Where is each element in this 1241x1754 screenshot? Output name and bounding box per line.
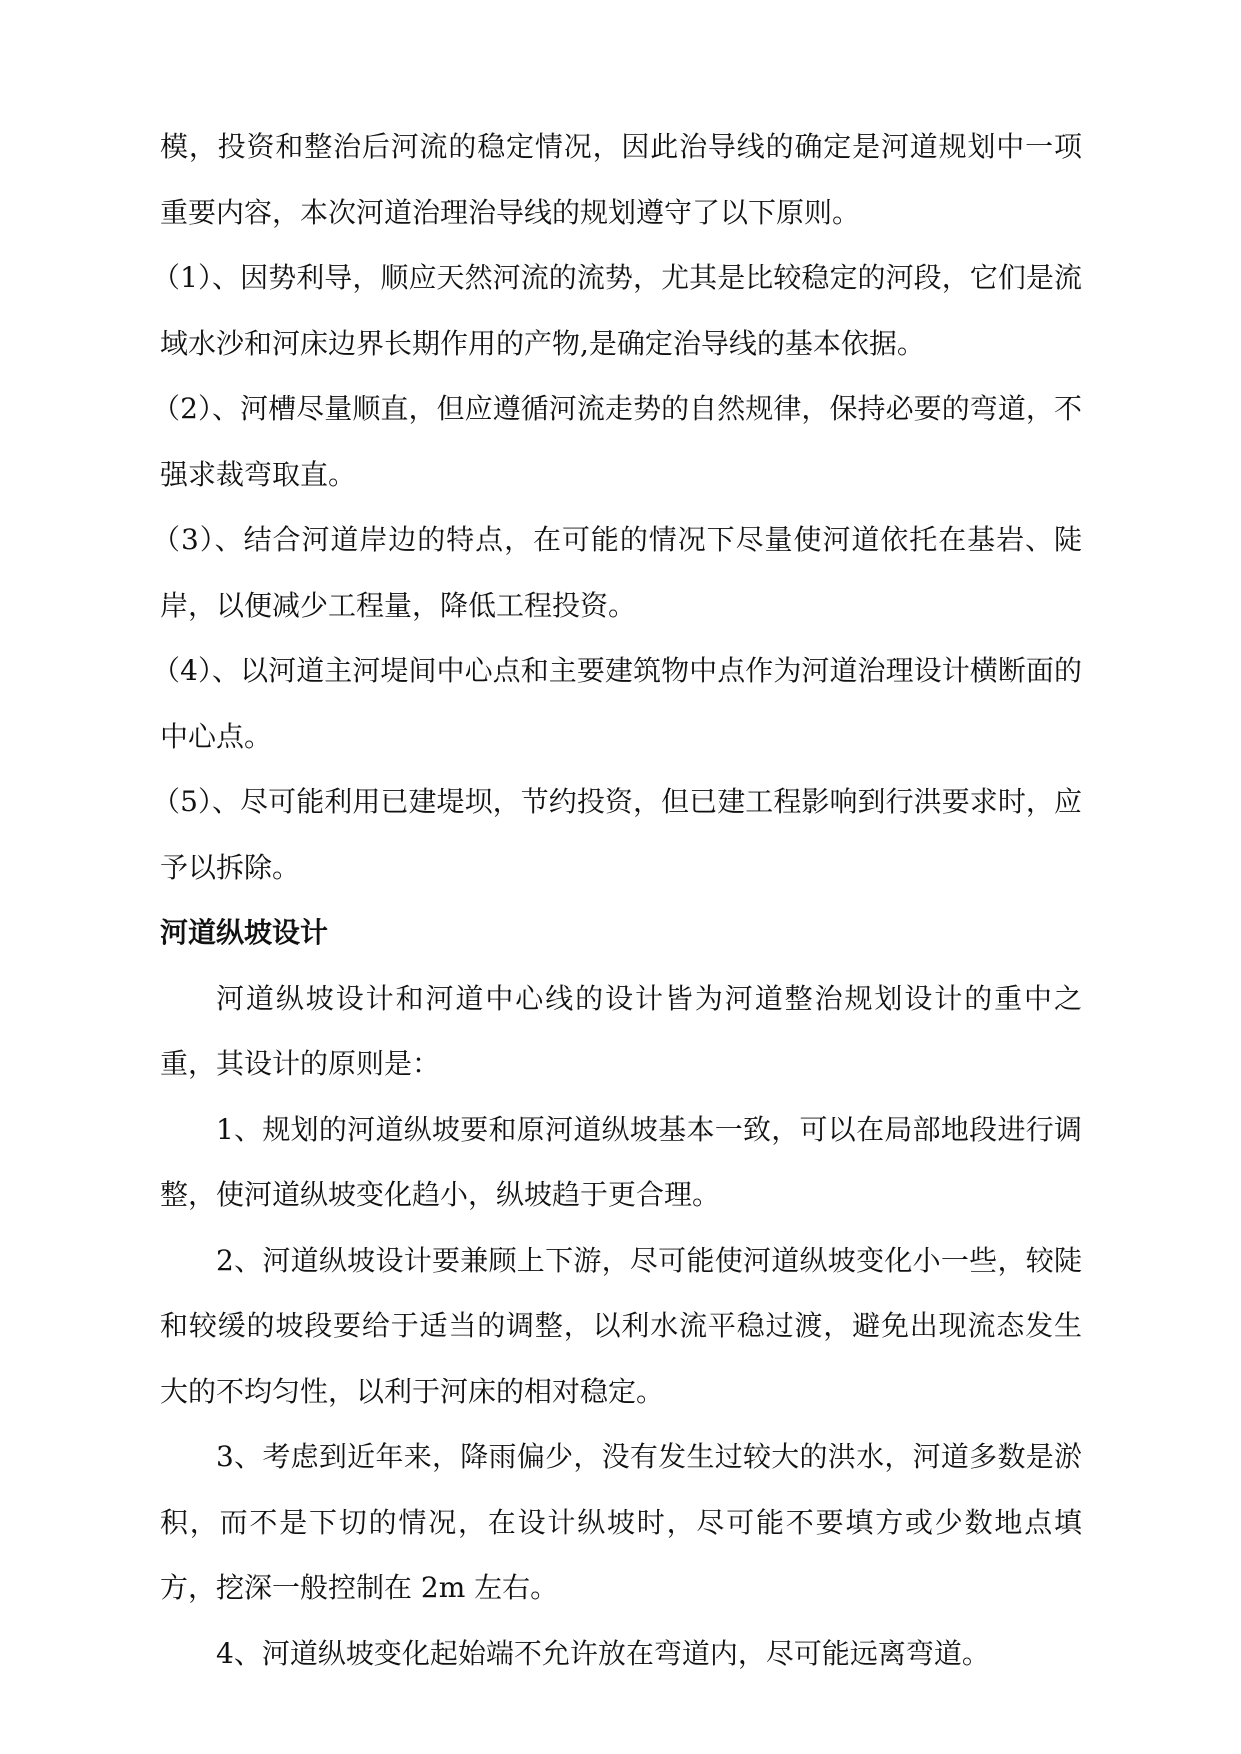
rule-item-4: 4、河道纵坡变化起始端不允许放在弯道内，尽可能远离弯道。 [216, 1636, 990, 1670]
rule-item-3: 3、考虑到近年来，降雨偏少，没有发生过较大的洪水，河道多数是淤积，而不是下切的情况，在设计纵坡时，尽可能不要填方或少数地点填方，挖深一般控制在 2m 左右。 [160, 1440, 1082, 1604]
principle-item-5: （5）、尽可能利用已建堤坝，节约投资，但已建工程影响到行洪要求时，应予以拆除。 [152, 785, 1082, 884]
principle-item-1: （1）、因势利导，顺应天然河流的流势，尤其是比较稳定的河段，它们是流域水沙和河床边界长期作用的产物,是确定治导线的基本依据。 [152, 261, 1082, 360]
rule-item-2: 2、河道纵坡设计要兼顾上下游，尽可能使河道纵坡变化小一些，较陡和较缓的坡段要给于适当的调整，以利水流平稳过渡，避免出现流态发生大的不均匀性，以利于河床的相对稳定。 [160, 1243, 1082, 1408]
principle-item-2: （2）、河槽尽量顺直，但应遵循河流走势的自然规律，保持必要的弯道，不强求裁弯取直。 [152, 392, 1082, 491]
intro-paragraph: 模，投资和整治后河流的稳定情况，因此治导线的确定是河道规划中一项重要内容，本次河道治理治导线的规划遵守了以下原则。 [160, 130, 1082, 229]
section-heading: 河道纵坡设计 [160, 916, 329, 949]
principle-item-4: （4）、以河道主河堤间中心点和主要建筑物中点作为河道治理设计横断面的中心点。 [152, 654, 1082, 753]
section-intro-paragraph: 河道纵坡设计和河道中心线的设计皆为河道整治规划设计的重中之重，其设计的原则是： [160, 981, 1082, 1080]
principle-item-3: （3）、结合河道岸边的特点，在可能的情况下尽量使河道依托在基岩、陡岸，以便减少工程量，降低工程投资。 [152, 523, 1082, 622]
document-body [152, 114, 1082, 1686]
rule-item-1: 1、规划的河道纵坡要和原河道纵坡基本一致，可以在局部地段进行调整，使河道纵坡变化趋小，纵坡趋于更合理。 [160, 1112, 1082, 1211]
